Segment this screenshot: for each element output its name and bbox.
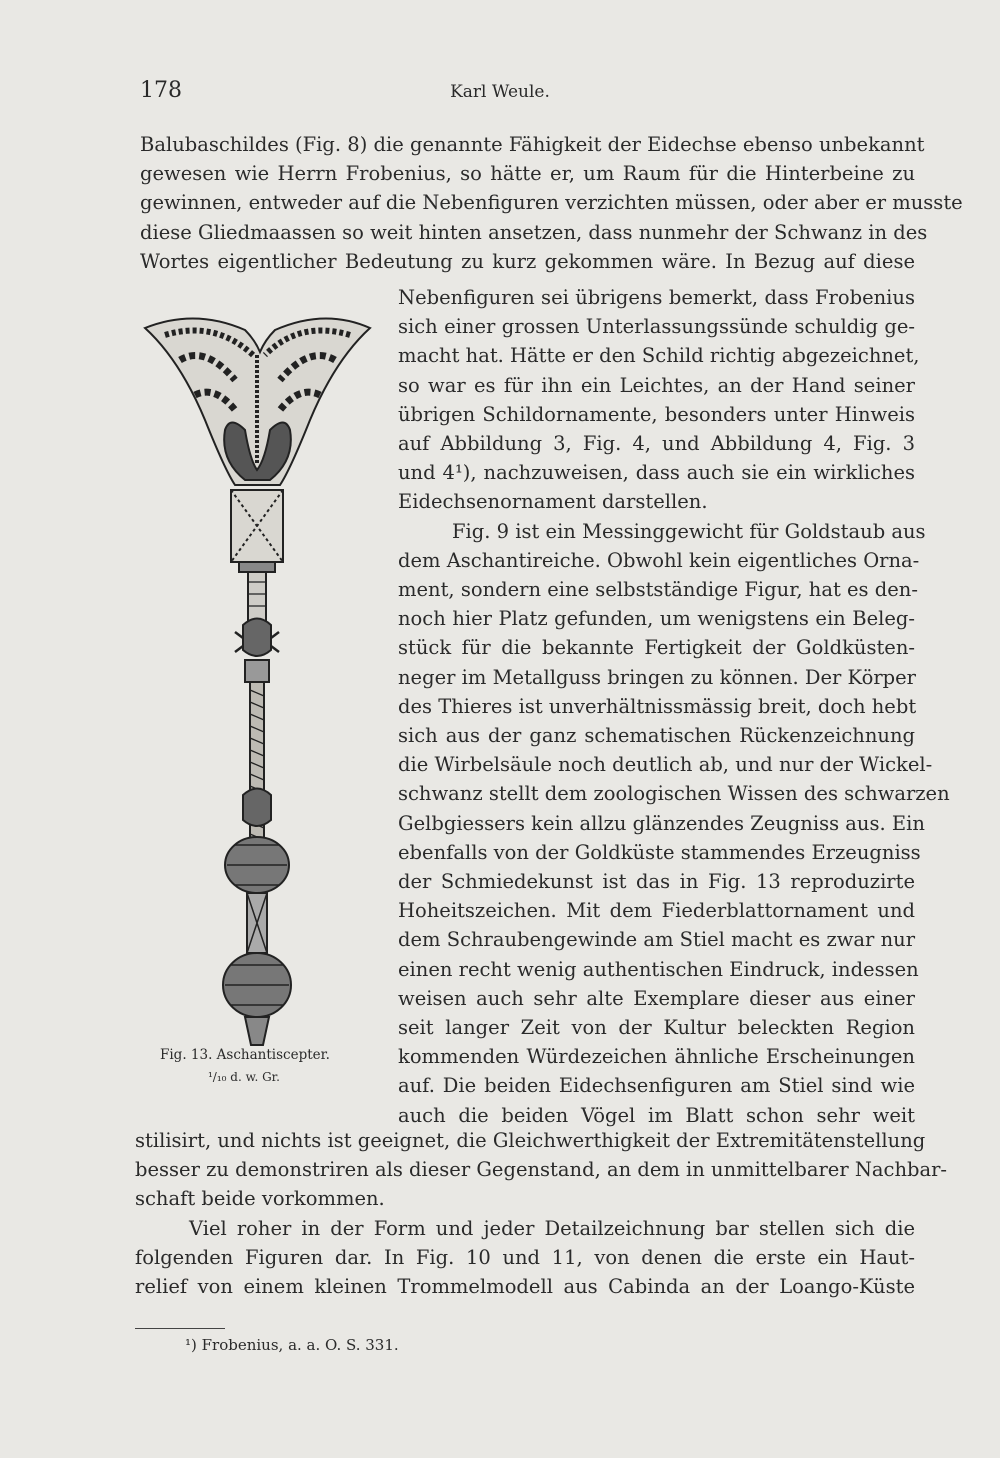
text-line: Hoheitszeichen. Mit dem Fiederblattornament und xyxy=(398,899,915,923)
text-line: weisen auch sehr alte Exemplare dieser aus einer xyxy=(398,986,915,1010)
text-line: seit langer Zeit von der Kultur beleckten Region xyxy=(398,1016,915,1040)
text-line: neger im Metallguss bringen zu können. Der Körper xyxy=(398,665,916,689)
text-line: die Wirbelsäule noch deutlich ab, und nur der Wickel- xyxy=(398,753,933,777)
text-line: Balubaschildes (Fig. 8) die genannte Fähigkeit der Eidechse ebenso unbekannt xyxy=(140,133,925,156)
text-line: Wortes eigentlicher Bedeutung zu kurz gekommen wäre. In Bezug auf diese xyxy=(140,249,915,273)
text-line: Fig. 9 ist ein Messinggewicht für Goldstaub aus xyxy=(452,519,926,543)
text-line: Gelbgiessers kein allzu glänzendes Zeugniss aus. Ein xyxy=(398,811,925,835)
text-line: gewinnen, entweder auf die Nebenfiguren verzichten müssen, oder aber er musste xyxy=(140,191,963,215)
text-line: besser zu demonstriren als dieser Gegenstand, an dem in unmittelbarer Nachbar- xyxy=(135,1158,948,1182)
text-line: dem Aschantireiche. Obwohl kein eigentliches Orna- xyxy=(398,548,920,572)
text-line: gewesen wie Herrn Frobenius, so hätte er, um Raum für die Hinterbeine zu xyxy=(140,162,915,186)
running-head: Karl Weule. xyxy=(450,82,550,102)
text-line: ment, sondern eine selbstständige Figur, hat es den- xyxy=(398,578,918,602)
sceptre-illustration xyxy=(135,300,375,1060)
sceptre-drawing xyxy=(135,300,375,1060)
page-number: 178 xyxy=(140,78,182,103)
text-line: auf Abbildung 3, Fig. 4, und Abbildung 4, Fig. 3 xyxy=(398,432,915,456)
text-line: einen recht wenig authentischen Eindruck, indessen xyxy=(398,957,919,981)
text-line: sich aus der ganz schematischen Rückenzeichnung xyxy=(398,724,915,748)
body-text-bottom xyxy=(135,1126,948,1301)
text-line: und 4¹), nachzuweisen, dass auch sie ein wirkliches xyxy=(398,461,915,485)
text-line: Viel roher in der Form und jeder Detailzeichnung bar stellen sich die xyxy=(189,1216,915,1240)
text-line: auch die beiden Vögel im Blatt schon sehr weit xyxy=(398,1103,915,1127)
body-text-top xyxy=(140,130,963,276)
footnote: ¹) Frobenius, a. a. O. S. 331. xyxy=(185,1336,399,1354)
text-line: diese Gliedmaassen so weit hinten ansetzen, dass nunmehr der Schwanz in des xyxy=(140,220,928,244)
body-text-side xyxy=(398,283,950,1130)
text-line: des Thieres ist unverhältnissmässig breit, doch hebt xyxy=(398,694,917,718)
text-line: Nebenfiguren sei übrigens bemerkt, dass Frobenius xyxy=(398,286,915,309)
text-line: Eidechsenornament darstellen. xyxy=(398,490,708,514)
text-line: noch hier Platz gefunden, um wenigstens ein Beleg- xyxy=(398,607,915,631)
figure-caption xyxy=(160,1044,330,1088)
text-line: auf. Die beiden Eidechsenfiguren am Stiel sind wie xyxy=(398,1074,915,1098)
text-line: stück für die bekannte Fertigkeit der Goldküsten- xyxy=(398,636,915,660)
footnote-rule xyxy=(135,1328,225,1329)
text-line: relief von einem kleinen Trommelmodell aus Cabinda an der Loango-Küste xyxy=(135,1275,915,1299)
text-line: folgenden Figuren dar. In Fig. 10 und 11, von denen die erste ein Haut- xyxy=(135,1245,915,1269)
text-line: übrigen Schildornamente, besonders unter Hinweis xyxy=(398,402,915,426)
caption-title: Fig. 13. Aschantiscepter. xyxy=(160,1047,330,1063)
text-line: der Schmiedekunst ist das in Fig. 13 reproduzirte xyxy=(398,870,915,894)
text-line: sich einer grossen Unterlassungssünde schuldig ge- xyxy=(398,315,915,339)
text-line: kommenden Würdezeichen ähnliche Erscheinungen xyxy=(398,1045,915,1069)
text-line: macht hat. Hätte er den Schild richtig abgezeichnet, xyxy=(398,344,920,368)
text-line: ebenfalls von der Goldküste stammendes Erzeugniss xyxy=(398,840,921,864)
text-line: schwanz stellt dem zoologischen Wissen des schwarzen xyxy=(398,782,950,806)
text-line: dem Schraubengewinde am Stiel macht es zwar nur xyxy=(398,928,916,952)
text-line: schaft beide vorkommen. xyxy=(135,1187,385,1211)
caption-scale: ¹/₁₀ d. w. Gr. xyxy=(208,1070,280,1084)
text-line: stilisirt, und nichts ist geeignet, die Gleichwerthigkeit der Extremitätenstellung xyxy=(135,1129,926,1152)
text-line: so war es für ihn ein Leichtes, an der Hand seiner xyxy=(398,373,915,397)
